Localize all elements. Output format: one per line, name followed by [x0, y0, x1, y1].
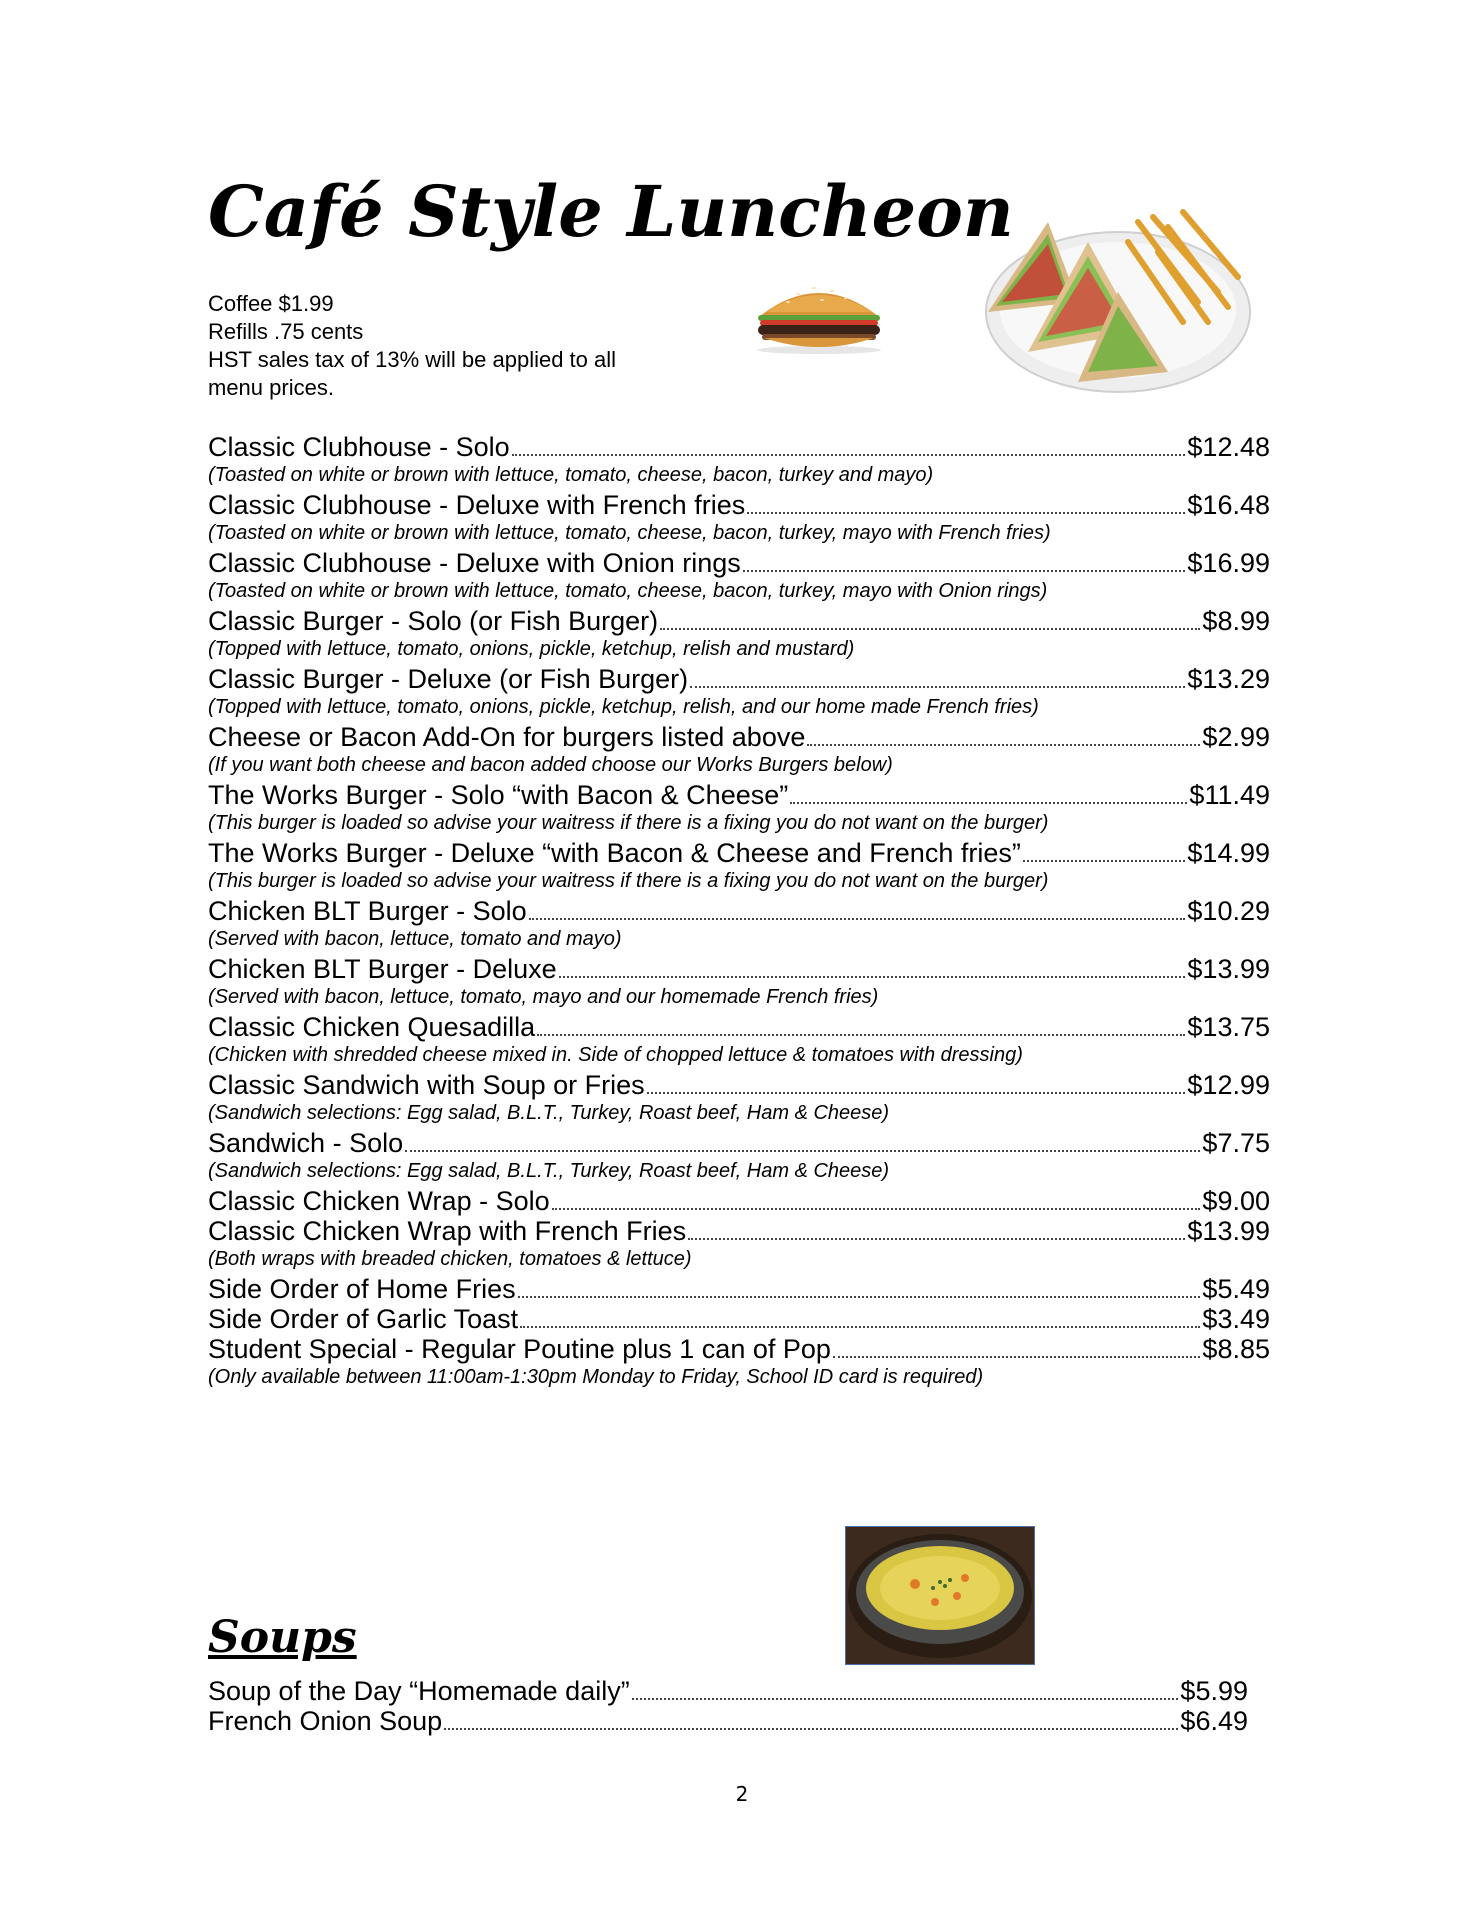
menu-item-row — [208, 954, 1270, 984]
menu-item-row — [208, 664, 1270, 694]
menu-item-price: $16.99 — [1187, 548, 1270, 578]
menu-item-price: $2.99 — [1202, 722, 1270, 752]
menu-item-description: (This burger is loaded so advise your waitress if there is a fixing you do not want on the burger) — [208, 812, 1049, 834]
menu-item-price: $12.99 — [1187, 1070, 1270, 1100]
menu-item-row — [208, 1128, 1270, 1158]
menu-item-name: Classic Burger - Solo (or Fish Burger) — [208, 606, 659, 636]
menu-item-name: Student Special - Regular Poutine plus 1 can of Pop — [208, 1334, 831, 1364]
menu-item-name: Classic Clubhouse - Deluxe with Onion rings — [208, 548, 741, 578]
soups-heading: Soups — [208, 1612, 357, 1663]
menu-item-row — [208, 780, 1270, 810]
menu-item-row — [208, 1216, 1270, 1246]
dotted-leader — [1023, 860, 1186, 862]
menu-item-row — [208, 548, 1270, 578]
soup-bowl-image — [845, 1526, 1035, 1665]
menu-item-description: (Toasted on white or brown with lettuce, tomato, cheese, bacon, turkey, mayo with Onion rings) — [208, 580, 1048, 602]
menu-item-name: Side Order of Garlic Toast — [208, 1304, 519, 1334]
menu-item-description: (This burger is loaded so advise your waitress if there is a fixing you do not want on the burger) — [208, 870, 1049, 892]
menu-item-description: (Topped with lettuce, tomato, onions, pickle, ketchup, relish and mustard) — [208, 638, 855, 660]
menu-item-name: Side Order of Home Fries — [208, 1274, 516, 1304]
menu-item-price: $12.48 — [1187, 432, 1270, 462]
soup-item-row — [208, 1706, 1248, 1736]
menu-item-description: (Only available between 11:00am-1:30pm Monday to Friday, School ID card is required) — [208, 1366, 984, 1388]
menu-item-description: (Served with bacon, lettuce, tomato and mayo) — [208, 928, 622, 950]
menu-item-price: $13.99 — [1187, 1216, 1270, 1246]
coffee-price: Coffee $1.99 — [208, 291, 334, 316]
menu-item-price: $7.75 — [1202, 1128, 1270, 1158]
dotted-leader — [512, 454, 1186, 456]
menu-item-price: $11.49 — [1189, 780, 1270, 810]
menu-item-row — [208, 1186, 1270, 1216]
dotted-leader — [790, 802, 1187, 804]
menu-item-name: The Works Burger - Deluxe “with Bacon & Cheese and French fries” — [208, 838, 1021, 868]
menu-item-price: $5.49 — [1202, 1274, 1270, 1304]
dotted-leader — [405, 1150, 1200, 1152]
refills-price: Refills .75 cents — [208, 319, 364, 344]
menu-item-row — [208, 838, 1270, 868]
menu-item-price: $5.99 — [1180, 1676, 1248, 1706]
menu-item-price: $13.99 — [1187, 954, 1270, 984]
page-title: Café Style Luncheon — [208, 170, 1014, 253]
menu-item-row — [208, 432, 1270, 462]
menu-item-name: Classic Burger - Deluxe (or Fish Burger) — [208, 664, 689, 694]
menu-item-name: Classic Clubhouse - Solo — [208, 432, 510, 462]
dotted-leader — [518, 1296, 1201, 1298]
menu-list — [208, 432, 1270, 1392]
dotted-leader — [833, 1356, 1201, 1358]
menu-item-row — [208, 722, 1270, 752]
menu-item-price: $8.99 — [1202, 606, 1270, 636]
dotted-leader — [647, 1092, 1186, 1094]
dotted-leader — [807, 744, 1200, 746]
dotted-leader — [537, 1034, 1185, 1036]
menu-item-description: (Sandwich selections: Egg salad, B.L.T., Turkey, Roast beef, Ham & Cheese) — [208, 1102, 890, 1124]
menu-item-name: Classic Sandwich with Soup or Fries — [208, 1070, 645, 1100]
menu-item-row — [208, 1012, 1270, 1042]
menu-item-description: (Chicken with shredded cheese mixed in. Side of chopped lettuce & tomatoes with dressing) — [208, 1044, 1023, 1066]
menu-item-description: (If you want both cheese and bacon added choose our Works Burgers below) — [208, 754, 893, 776]
menu-item-name: Cheese or Bacon Add-On for burgers listed above — [208, 722, 806, 752]
menu-item-row — [208, 1070, 1270, 1100]
menu-item-description: (Toasted on white or brown with lettuce, tomato, cheese, bacon, turkey, mayo with French fries) — [208, 522, 1051, 544]
menu-item-price: $9.00 — [1202, 1186, 1270, 1216]
dotted-leader — [688, 1238, 1185, 1240]
menu-item-name: Classic Chicken Wrap - Solo — [208, 1186, 550, 1216]
menu-item-name: French Onion Soup — [208, 1706, 443, 1736]
cafe-info — [208, 290, 678, 402]
menu-item-description: (Served with bacon, lettuce, tomato, mayo and our homemade French fries) — [208, 986, 879, 1008]
menu-item-name: The Works Burger - Solo “with Bacon & Cheese” — [208, 780, 789, 810]
menu-item-price: $14.99 — [1187, 838, 1270, 868]
soups-list — [208, 1676, 1248, 1736]
menu-item-row — [208, 1334, 1270, 1364]
menu-item-description: (Toasted on white or brown with lettuce, tomato, cheese, bacon, turkey and mayo) — [208, 464, 934, 486]
clubhouse-sandwich-image — [968, 182, 1253, 400]
dotted-leader — [444, 1728, 1178, 1730]
menu-item-price: $10.29 — [1187, 896, 1270, 926]
menu-item-name: Sandwich - Solo — [208, 1128, 404, 1158]
dotted-leader — [520, 1326, 1200, 1328]
menu-item-description: (Topped with lettuce, tomato, onions, pickle, ketchup, relish, and our home made French fries) — [208, 696, 1039, 718]
menu-item-name: Chicken BLT Burger - Solo — [208, 896, 527, 926]
dotted-leader — [552, 1208, 1201, 1210]
menu-item-name: Classic Clubhouse - Deluxe with French fries — [208, 490, 746, 520]
menu-item-price: $3.49 — [1202, 1304, 1270, 1334]
menu-item-row — [208, 1304, 1270, 1334]
menu-item-price: $6.49 — [1180, 1706, 1248, 1736]
menu-item-price: $16.48 — [1187, 490, 1270, 520]
dotted-leader — [747, 512, 1185, 514]
menu-item-name: Soup of the Day “Homemade daily” — [208, 1676, 630, 1706]
menu-item-row — [208, 1274, 1270, 1304]
menu-item-name: Chicken BLT Burger - Deluxe — [208, 954, 557, 984]
menu-item-name: Classic Chicken Wrap with French Fries — [208, 1216, 687, 1246]
dotted-leader — [632, 1698, 1179, 1700]
menu-item-row — [208, 606, 1270, 636]
dotted-leader — [743, 570, 1186, 572]
menu-item-description: (Both wraps with breaded chicken, tomatoes & lettuce) — [208, 1248, 692, 1270]
menu-item-description: (Sandwich selections: Egg salad, B.L.T., Turkey, Roast beef, Ham & Cheese) — [208, 1160, 890, 1182]
tax-note-line2: menu prices. — [208, 375, 334, 400]
dotted-leader — [559, 976, 1186, 978]
dotted-leader — [690, 686, 1185, 688]
soup-item-row — [208, 1676, 1248, 1706]
menu-item-price: $13.29 — [1187, 664, 1270, 694]
tax-note-line1: HST sales tax of 13% will be applied to all — [208, 347, 617, 372]
menu-item-row — [208, 896, 1270, 926]
burger-image — [748, 272, 890, 354]
dotted-leader — [660, 628, 1200, 630]
menu-item-price: $8.85 — [1202, 1334, 1270, 1364]
page-number: 2 — [735, 1782, 749, 1806]
menu-item-row — [208, 490, 1270, 520]
dotted-leader — [529, 918, 1186, 920]
menu-item-price: $13.75 — [1187, 1012, 1270, 1042]
menu-item-name: Classic Chicken Quesadilla — [208, 1012, 536, 1042]
